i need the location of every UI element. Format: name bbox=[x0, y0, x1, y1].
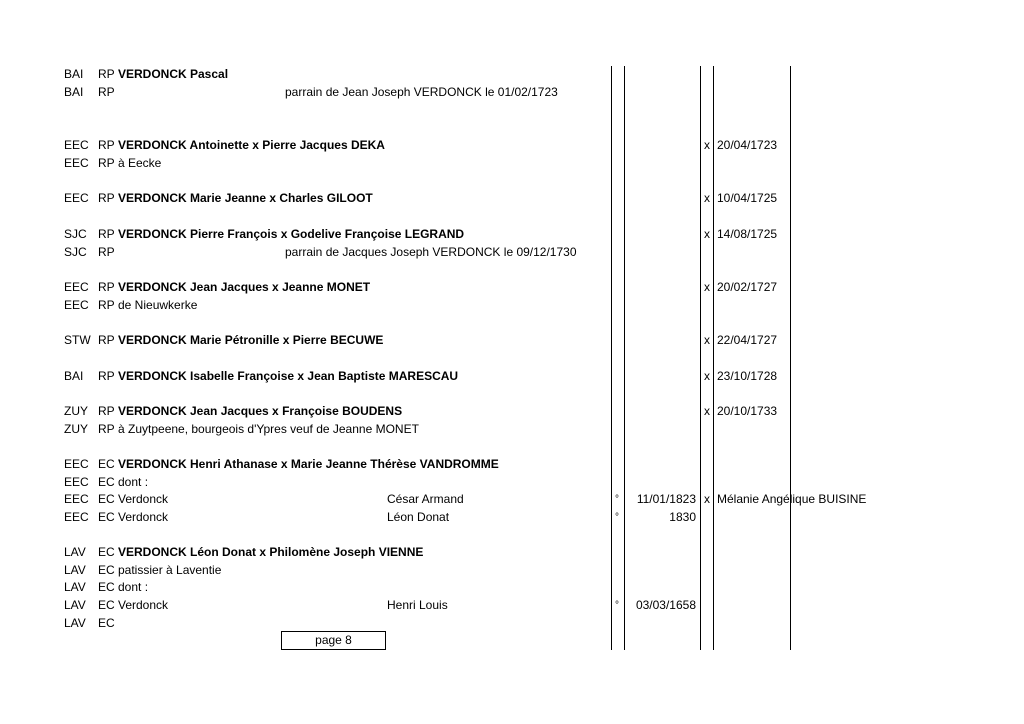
record-row bbox=[0, 137, 1024, 154]
record-type: RP bbox=[98, 245, 115, 259]
record-name: VERDONCK Pierre François x Godelive Françoise LEGRAND bbox=[118, 227, 465, 241]
record-type: RP bbox=[98, 67, 115, 81]
record-row bbox=[0, 244, 1024, 261]
record-type: RP bbox=[98, 138, 115, 152]
location-code: LAV bbox=[64, 616, 86, 630]
marriage-info: 10/04/1725 bbox=[717, 191, 778, 205]
record-name: VERDONCK Henri Athanase x Marie Jeanne Thérèse VANDROMME bbox=[118, 457, 499, 471]
marriage-mark: x bbox=[704, 369, 710, 383]
location-code: EEC bbox=[64, 457, 89, 471]
birth-symbol: ° bbox=[615, 494, 619, 505]
record-name: à Zuytpeene, bourgeois d'Ypres veuf de Jeanne MONET bbox=[118, 422, 419, 436]
record-row bbox=[0, 66, 1024, 83]
record-row bbox=[0, 368, 1024, 385]
record-name: de Nieuwkerke bbox=[118, 298, 198, 312]
location-code: EEC bbox=[64, 280, 89, 294]
record-type: EC bbox=[98, 580, 115, 594]
record-name: VERDONCK Léon Donat x Philomène Joseph VIENNE bbox=[118, 545, 424, 559]
location-code: EEC bbox=[64, 492, 89, 506]
marriage-mark: x bbox=[704, 138, 710, 152]
marriage-info: 23/10/1728 bbox=[717, 369, 778, 383]
record-name: dont : bbox=[118, 580, 149, 594]
record-type: RP bbox=[98, 191, 115, 205]
record-row bbox=[0, 597, 1024, 614]
record-type: EC bbox=[98, 475, 115, 489]
record-type: RP bbox=[98, 369, 115, 383]
page-number-box bbox=[281, 631, 386, 650]
location-code: ZUY bbox=[64, 404, 88, 418]
record-type: RP bbox=[98, 422, 115, 436]
record-type: RP bbox=[98, 156, 115, 170]
record-note: parrain de Jean Joseph VERDONCK le 01/02/1723 bbox=[285, 85, 558, 99]
record-type: EC bbox=[98, 510, 115, 524]
record-row bbox=[0, 562, 1024, 579]
record-note: parrain de Jacques Joseph VERDONCK le 09/12/1730 bbox=[285, 245, 577, 259]
record-type: EC bbox=[98, 457, 115, 471]
location-code: BAI bbox=[64, 67, 84, 81]
record-row bbox=[0, 332, 1024, 349]
location-code: ZUY bbox=[64, 422, 88, 436]
location-code: LAV bbox=[64, 563, 86, 577]
location-code: EEC bbox=[64, 475, 89, 489]
record-row bbox=[0, 279, 1024, 296]
record-name: VERDONCK Marie Jeanne x Charles GILOOT bbox=[118, 191, 373, 205]
record-name: dont : bbox=[118, 475, 149, 489]
location-code: LAV bbox=[64, 545, 86, 559]
record-row bbox=[0, 491, 1024, 508]
marriage-info: 22/04/1727 bbox=[717, 333, 778, 347]
record-name: VERDONCK Antoinette x Pierre Jacques DEKA bbox=[118, 138, 385, 152]
record-name: Verdonck bbox=[118, 510, 169, 524]
record-row bbox=[0, 403, 1024, 420]
record-type: EC bbox=[98, 598, 115, 612]
record-name: VERDONCK Isabelle Françoise x Jean Baptiste MARESCAU bbox=[118, 369, 459, 383]
birth-symbol: ° bbox=[615, 600, 619, 611]
record-row bbox=[0, 421, 1024, 438]
record-row bbox=[0, 84, 1024, 101]
birth-date: 11/01/1823 bbox=[636, 492, 696, 506]
marriage-mark: x bbox=[704, 492, 710, 506]
location-code: EEC bbox=[64, 510, 89, 524]
record-row bbox=[0, 509, 1024, 526]
record-type: EC bbox=[98, 616, 115, 630]
record-name: Verdonck bbox=[118, 492, 169, 506]
marriage-mark: x bbox=[704, 333, 710, 347]
record-row bbox=[0, 544, 1024, 561]
record-type: EC bbox=[98, 545, 115, 559]
record-type: EC bbox=[98, 492, 115, 506]
record-row bbox=[0, 579, 1024, 596]
record-row bbox=[0, 226, 1024, 243]
marriage-info: 20/10/1733 bbox=[717, 404, 778, 418]
location-code: STW bbox=[64, 333, 91, 347]
record-row bbox=[0, 474, 1024, 491]
marriage-mark: x bbox=[704, 280, 710, 294]
record-type: RP bbox=[98, 227, 115, 241]
record-type: RP bbox=[98, 298, 115, 312]
location-code: BAI bbox=[64, 369, 84, 383]
record-row bbox=[0, 155, 1024, 172]
record-name: Verdonck bbox=[118, 598, 169, 612]
marriage-info: 20/02/1727 bbox=[717, 280, 778, 294]
location-code: EEC bbox=[64, 138, 89, 152]
location-code: SJC bbox=[64, 227, 87, 241]
birth-date: 1830 bbox=[669, 510, 696, 524]
location-code: EEC bbox=[64, 156, 89, 170]
record-type: RP bbox=[98, 85, 115, 99]
first-names: Léon Donat bbox=[387, 510, 450, 524]
location-code: LAV bbox=[64, 598, 86, 612]
location-code: LAV bbox=[64, 580, 86, 594]
record-row bbox=[0, 456, 1024, 473]
record-row bbox=[0, 297, 1024, 314]
record-row bbox=[0, 615, 1024, 632]
first-names: César Armand bbox=[387, 492, 464, 506]
location-code: EEC bbox=[64, 191, 89, 205]
record-name: VERDONCK Jean Jacques x Françoise BOUDENS bbox=[118, 404, 403, 418]
location-code: EEC bbox=[64, 298, 89, 312]
record-name: patissier à Laventie bbox=[118, 563, 222, 577]
record-name: VERDONCK Marie Pétronille x Pierre BECUWE bbox=[118, 333, 384, 347]
record-type: RP bbox=[98, 333, 115, 347]
birth-symbol: ° bbox=[615, 512, 619, 523]
marriage-info: Mélanie Angélique BUISINE bbox=[717, 492, 867, 506]
first-names: Henri Louis bbox=[387, 598, 448, 612]
location-code: BAI bbox=[64, 85, 84, 99]
record-row bbox=[0, 190, 1024, 207]
marriage-mark: x bbox=[704, 404, 710, 418]
record-name: VERDONCK Jean Jacques x Jeanne MONET bbox=[118, 280, 371, 294]
marriage-info: 14/08/1725 bbox=[717, 227, 778, 241]
record-type: RP bbox=[98, 280, 115, 294]
record-name: à Eecke bbox=[118, 156, 162, 170]
birth-date: 03/03/1658 bbox=[635, 598, 696, 612]
record-type: EC bbox=[98, 563, 115, 577]
marriage-info: 20/04/1723 bbox=[717, 138, 778, 152]
marriage-mark: x bbox=[704, 227, 710, 241]
marriage-mark: x bbox=[704, 191, 710, 205]
record-type: RP bbox=[98, 404, 115, 418]
record-name: VERDONCK Pascal bbox=[118, 67, 229, 81]
location-code: SJC bbox=[64, 245, 87, 259]
page-number-label: page 8 bbox=[315, 633, 352, 647]
